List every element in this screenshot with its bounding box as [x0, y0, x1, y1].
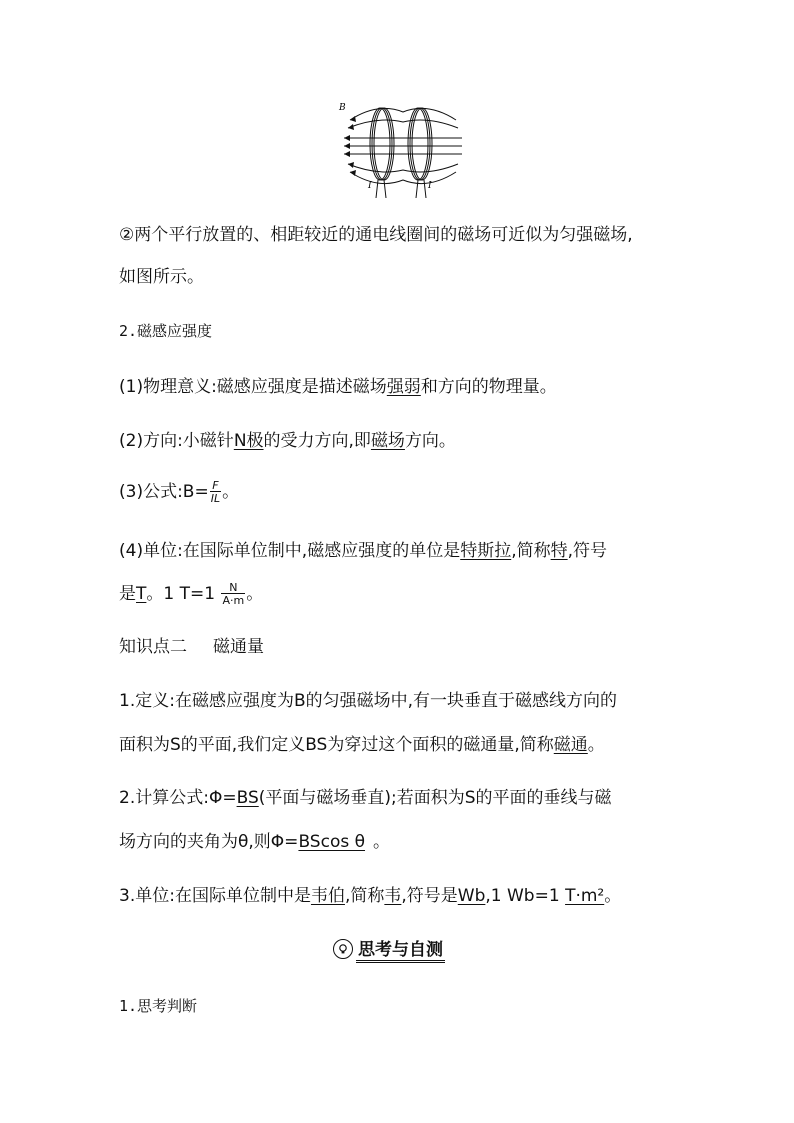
- formula-line1: [119, 787, 612, 809]
- knowledge2-heading: [119, 636, 264, 658]
- formula-b-fraction: [210, 480, 221, 504]
- unit-prefix: 3.单位:在国际单位制中是: [119, 886, 311, 906]
- think-heading-text: 思考与自测: [356, 935, 445, 963]
- unit-blank1: 韦伯: [310, 886, 345, 906]
- judge-title-text: 1.思考判断: [119, 997, 198, 1015]
- item3-prefix: (3)公式:B=: [119, 482, 209, 502]
- unit-fraction-numerator: N: [229, 581, 238, 594]
- item1-blank: 强弱: [386, 377, 421, 397]
- section2-title-text: 2.磁感应强度: [119, 322, 213, 340]
- item2-prefix: (2)方向:小磁针: [119, 431, 234, 451]
- unit-blank2: 韦: [384, 886, 402, 906]
- item4-blank1: 特斯拉: [460, 541, 512, 561]
- section2-item2: [119, 430, 456, 452]
- para-uniform-line1: ②两个平行放置的、相距较近的通电线圈间的磁场可近似为匀强磁场,: [119, 225, 633, 245]
- lightbulb-icon-svg: [337, 943, 349, 955]
- lightbulb-icon: [333, 939, 353, 959]
- label-i-left: I: [368, 181, 372, 191]
- item4-blank3: T: [136, 584, 147, 604]
- fraction-denominator: IL: [210, 492, 221, 505]
- formula-line2-suffix: 。: [373, 832, 391, 852]
- item4-line2-mid: 。1 T=1: [146, 584, 221, 604]
- unit-mid3: ,1 Wb=1: [485, 886, 566, 906]
- item2-blank1: N极: [233, 431, 264, 451]
- item1-prefix: (1)物理意义:磁感应强度是描述磁场: [119, 377, 387, 397]
- item4-mid: ,简称: [511, 541, 551, 561]
- section2-item4-line2: [119, 582, 263, 606]
- formula-line1-suffix: (平面与磁场垂直);若面积为S的平面的垂线与磁: [258, 788, 612, 808]
- para-uniform-line2: 如图所示。: [119, 267, 204, 287]
- item1-suffix: 和方向的物理量。: [420, 377, 557, 397]
- formula-line2: [119, 831, 390, 853]
- fraction-numerator: F: [212, 479, 219, 492]
- unit-mid1: ,简称: [344, 886, 385, 906]
- item2-suffix: 方向。: [404, 431, 456, 451]
- unit-fraction: [221, 582, 245, 606]
- item3-suffix: 。: [222, 482, 240, 502]
- section2-item4-line1: [119, 540, 607, 562]
- section2-item1: [119, 376, 557, 398]
- def-line2-suffix: 。: [587, 735, 605, 755]
- unit-line: [119, 885, 621, 907]
- label-i-right: I: [428, 181, 432, 191]
- think-heading: [333, 937, 445, 961]
- item2-mid: 的受力方向,即: [263, 431, 371, 451]
- formula-line1-blank: BS: [236, 788, 259, 808]
- section2-title: [119, 320, 212, 342]
- item4-blank2: 特: [550, 541, 568, 561]
- item4-line2-suffix: 。: [246, 584, 264, 604]
- section2-item3: [119, 480, 239, 504]
- unit-suffix: 。: [604, 886, 622, 906]
- formula-line2-blank: BScos θ: [298, 832, 366, 852]
- formula-line2-prefix: 场方向的夹角为θ,则Φ=: [119, 832, 299, 852]
- two-coils-figure: [338, 98, 468, 198]
- def-line2-prefix: 面积为S的平面,我们定义BS为穿过这个面积的磁通量,简称: [119, 735, 554, 755]
- item2-blank2: 磁场: [370, 431, 405, 451]
- knowledge2-title: 知识点二: [119, 637, 187, 657]
- item4-line2-prefix: 是: [119, 584, 136, 604]
- unit-fraction-denominator: A·m: [222, 594, 245, 607]
- unit-blank3: Wb: [457, 886, 486, 906]
- unit-blank4: T·m²: [565, 886, 605, 906]
- formula-line1-prefix: 2.计算公式:Φ=: [119, 788, 237, 808]
- item4-prefix: (4)单位:在国际单位制中,磁感应强度的单位是: [119, 541, 461, 561]
- knowledge2-name: 磁通量: [213, 637, 264, 657]
- judge-title: [119, 995, 197, 1017]
- label-b: B: [339, 103, 346, 113]
- unit-mid2: ,符号是: [401, 886, 458, 906]
- def-line2: [119, 734, 605, 756]
- def-line1: 1.定义:在磁感应强度为B的匀强磁场中,有一块垂直于磁感线方向的: [119, 691, 618, 711]
- def-line2-blank: 磁通: [553, 735, 588, 755]
- item4-mid2: ,符号: [567, 541, 608, 561]
